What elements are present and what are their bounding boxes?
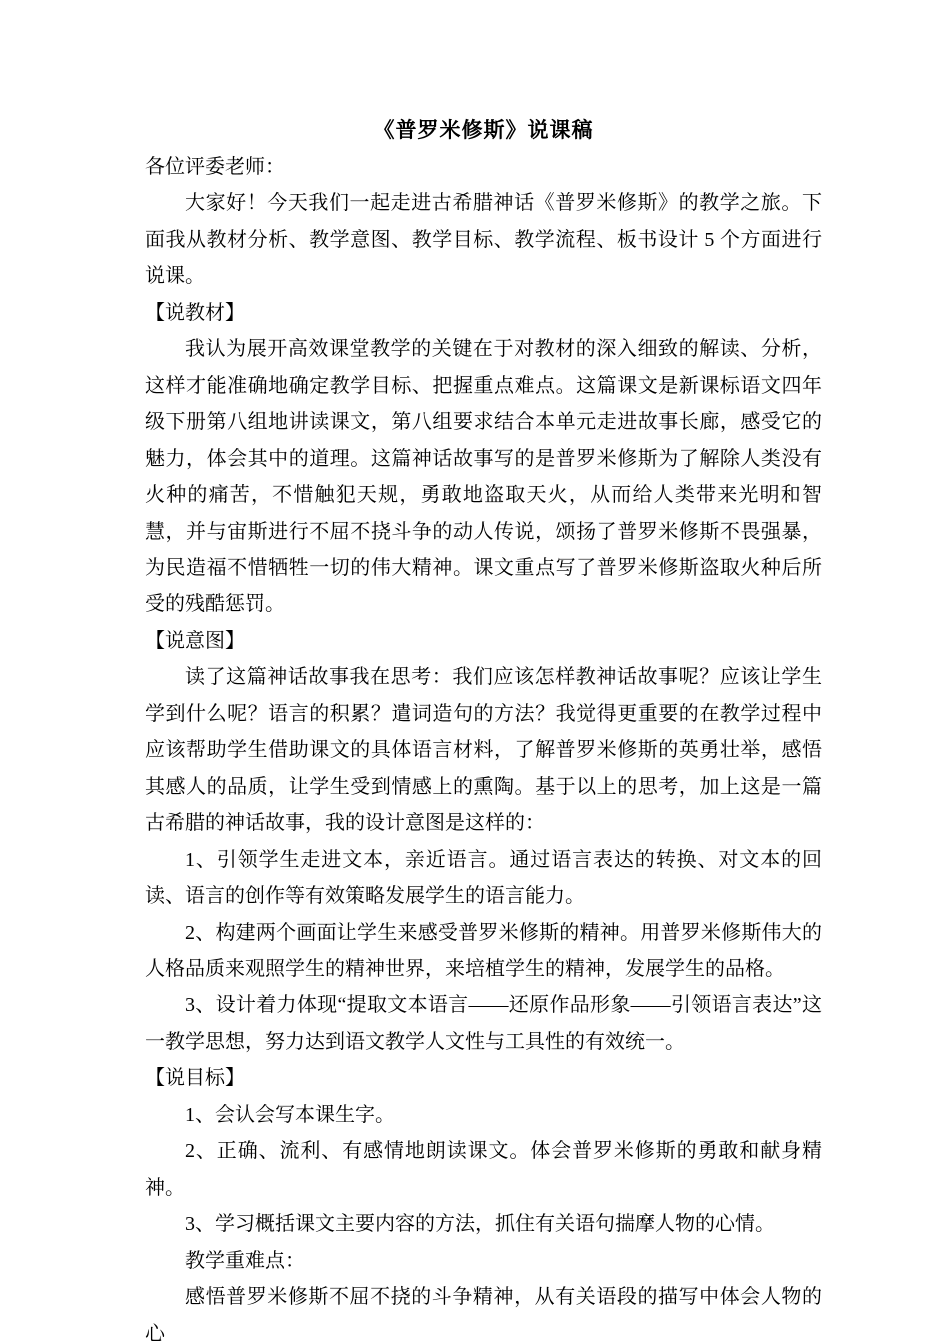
paragraph: 各位评委老师： xyxy=(145,156,285,178)
paragraph: 3、学习概括课文主要内容的方法，抓住有关语句揣摩人物的心情。 xyxy=(185,1213,775,1236)
paragraph: 读了这篇神话故事我在思考：我们应该怎样教神话故事呢？应该让学生学到什么呢？语言的积累？遣词造句的方法？我觉得更重要的在教学过程中应该帮助学生借助课文的具体语言材料，了解普罗米修斯的英勇壮举，感悟其感人的品质，让学生受到情感上的熏陶。基于以上的思考，加上这是一篇古希腊的神话故事，我的设计意图是这样的： xyxy=(145,666,822,835)
paragraph: 2、构建两个画面让学生来感受普罗米修斯的精神。用普罗米修斯伟大的人格品质来观照学生的精神世界，来培植学生的精神，发展学生的品格。 xyxy=(145,921,822,980)
document-title: 《普罗米修斯》说课稿 xyxy=(373,118,594,142)
paragraph: 教学重难点： xyxy=(185,1249,305,1272)
paragraph: 大家好！今天我们一起走进古希腊神话《普罗米修斯》的教学之旅。下面我从教材分析、教学意图、教学目标、教学流程、板书设计 5 个方面进行说课。 xyxy=(145,192,822,288)
paragraph: 2、正确、流利、有感情地朗读课文。体会普罗米修斯的勇敢和献身精神。 xyxy=(145,1140,822,1199)
section-heading: 【说目标】 xyxy=(145,1067,245,1090)
document-content xyxy=(145,112,822,1344)
paragraph: 3、设计着力体现“提取文本语言——还原作品形象——引领语言表达”这一教学思想，努力达到语文教学人文性与工具性的有效统一。 xyxy=(145,994,822,1053)
paragraph: 感悟普罗米修斯不屈不挠的斗争精神，从有关语段的描写中体会人物的心 xyxy=(145,1286,822,1344)
paragraph: 我认为展开高效课堂教学的关键在于对教材的深入细致的解读、分析，这样才能准确地确定教学目标、把握重点难点。这篇课文是新课标语文四年级下册第八组地讲读课文，第八组要求结合本单元走进故事长廊，感受它的魅力，体会其中的道理。这篇神话故事写的是普罗米修斯为了解除人类没有火种的痛苦，不惜触犯天规，勇敢地盗取天火，从而给人类带来光明和智慧，并与宙斯进行不屈不挠斗争的动人传说，颂扬了普罗米修斯不畏强暴，为民造福不惜牺牲一切的伟大精神。课文重点写了普罗米修斯盗取火种后所受的残酷惩罚。 xyxy=(145,338,822,616)
paragraph-list xyxy=(145,149,822,1344)
section-heading: 【说教材】 xyxy=(145,301,245,324)
section-heading: 【说意图】 xyxy=(145,629,245,652)
paragraph: 1、会认会写本课生字。 xyxy=(185,1103,395,1126)
paragraph: 1、引领学生走进文本，亲近语言。通过语言表达的转换、对文本的回读、语言的创作等有效策略发展学生的语言能力。 xyxy=(145,848,822,908)
